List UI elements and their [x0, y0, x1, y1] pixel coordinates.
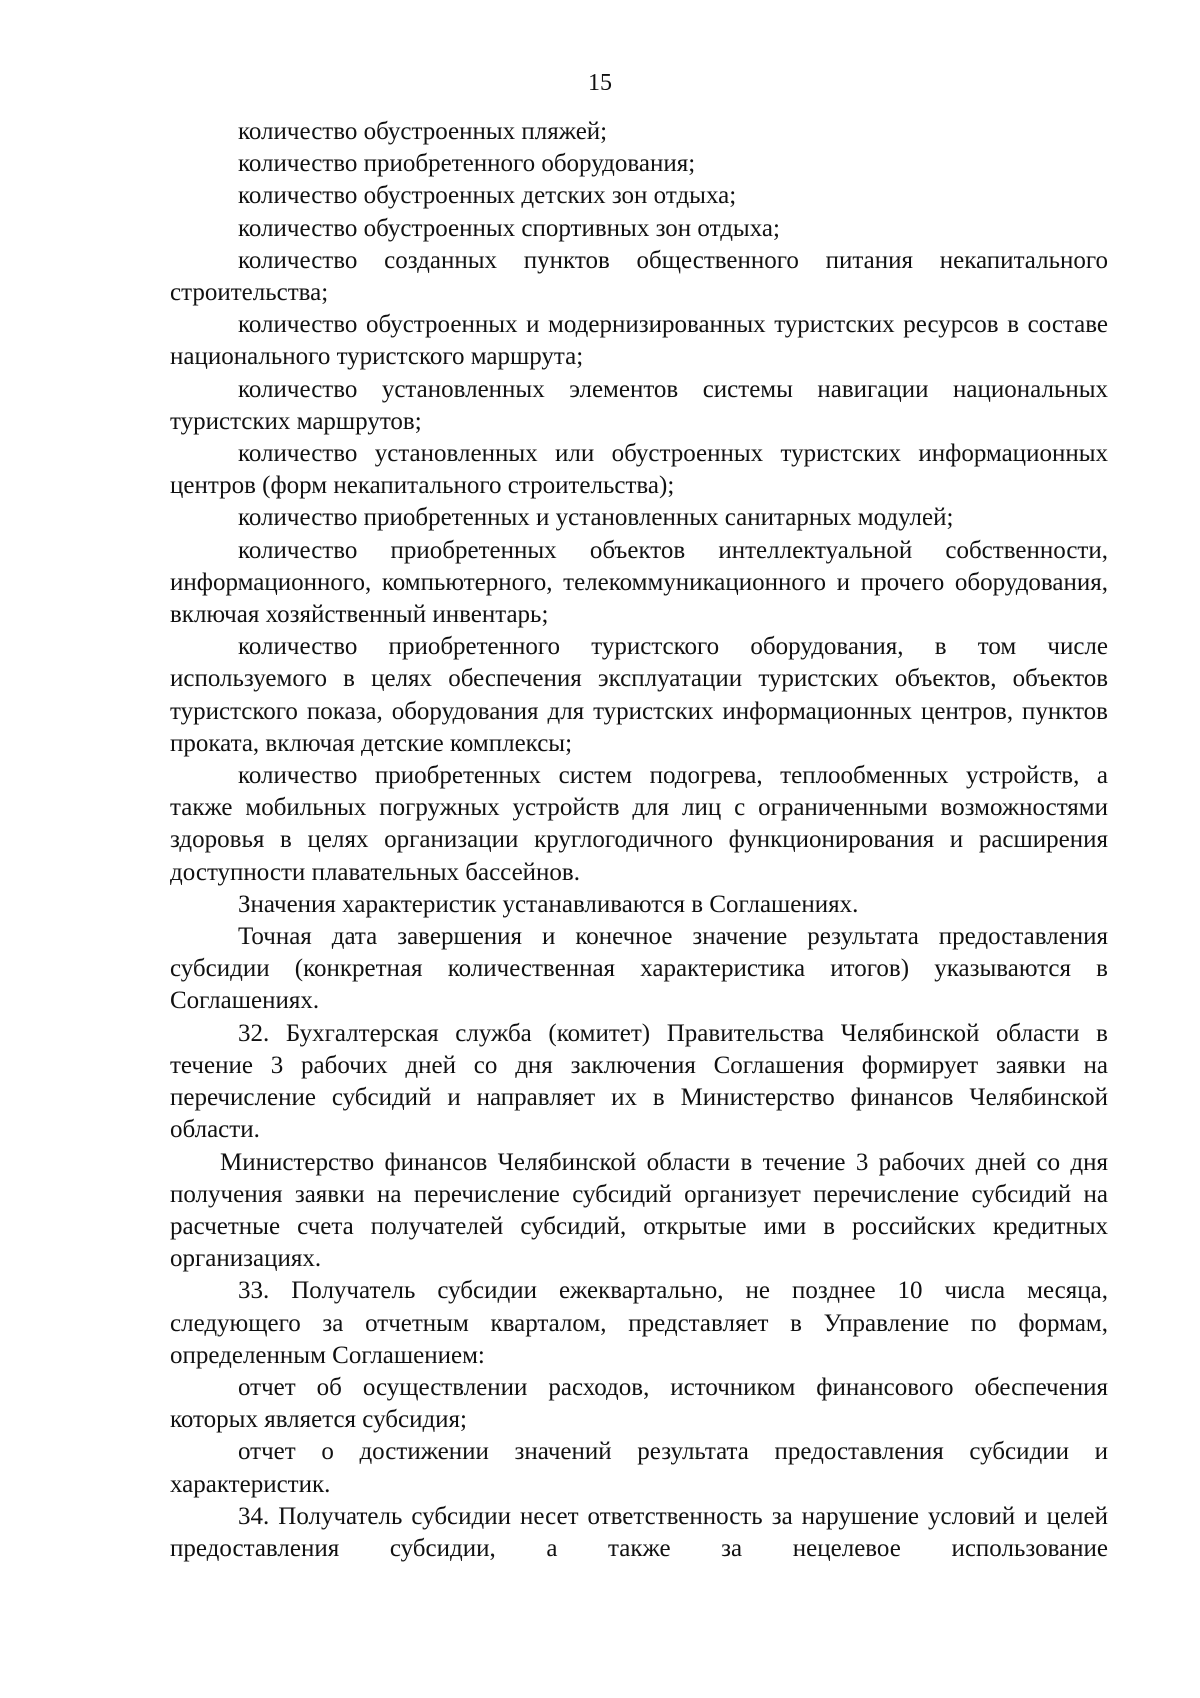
paragraph: количество приобретенного оборудования; — [238, 150, 696, 178]
paragraph: количество обустроенных пляжей; — [238, 118, 608, 145]
paragraph: количество приобретенного туристского оборудования, в том числе используемого в целях обеспечения эксплуатации туристских объектов, объектов туристского показа, оборудования для туристских информационных центров, пунктов проката, включая детские комплексы; — [170, 633, 1108, 757]
paragraph: количество приобретенных систем подогрева, теплообменных устройств, а также мобильных погружных устройств для лиц с ограниченными возможностями здоровья в целях организации круглогодичного функционирования и расширения доступности плавательных бассейнов. — [170, 762, 1108, 886]
paragraph: Министерство финансов Челябинской области в течение 3 рабочих дней со дня получения заявки на перечисление субсидий организует перечисление субсидий на расчетные счета получателей субсидий, открытые ими в российских кредитных организациях. — [170, 1148, 1108, 1273]
paragraph: количество созданных пунктов общественного питания некапитального строительства; — [170, 246, 1108, 307]
paragraph: количество установленных элементов системы навигации национальных туристских маршрутов; — [170, 375, 1108, 435]
paragraph: количество обустроенных и модернизированных туристских ресурсов в составе национального туристского маршрута; — [170, 311, 1108, 371]
paragraph: количество приобретенных объектов интеллектуальной собственности, информационного, компьютерного, телекоммуникационного и прочего оборудования, включая хозяйственный инвентарь; — [170, 536, 1108, 629]
document-body — [170, 116, 1108, 1565]
paragraph: Значения характеристик устанавливаются в Соглашениях. — [238, 890, 859, 918]
paragraph: количество установленных или обустроенных туристских информационных центров (форм некапитального строительства); — [170, 440, 1108, 500]
paragraph: количество обустроенных детских зон отдыха; — [238, 182, 737, 210]
paragraph-clause-32: 32. Бухгалтерская служба (комитет) Правительства Челябинской области в течение 3 рабочих дней со дня заключения Соглашения формирует заявки на перечисление субсидий и направляет их в Министерство финансов Челябинской области. — [170, 1019, 1108, 1144]
paragraph-clause-33: 33. Получатель субсидии ежеквартально, не позднее 10 числа месяца, следующего за отчетным кварталом, представляет в Управление по формам, определенным Соглашением: — [170, 1277, 1108, 1369]
paragraph: отчет об осуществлении расходов, источником финансового обеспечения которых является субсидия; — [170, 1373, 1108, 1434]
paragraph: количество обустроенных спортивных зон отдыха; — [238, 214, 780, 242]
paragraph-clause-34: 34. Получатель субсидии несет ответственность за нарушение условий и целей предоставления субсидии, а также за нецелевое использование — [170, 1502, 1108, 1562]
paragraph: количество приобретенных и установленных санитарных модулей; — [238, 504, 954, 532]
paragraph: Точная дата завершения и конечное значение результата предоставления субсидии (конкретная количественная характеристика итогов) указываются в Соглашениях. — [170, 923, 1108, 1015]
paragraph: отчет о достижении значений результата предоставления субсидии и характеристик. — [170, 1438, 1108, 1498]
page-number: 15 — [588, 70, 612, 96]
